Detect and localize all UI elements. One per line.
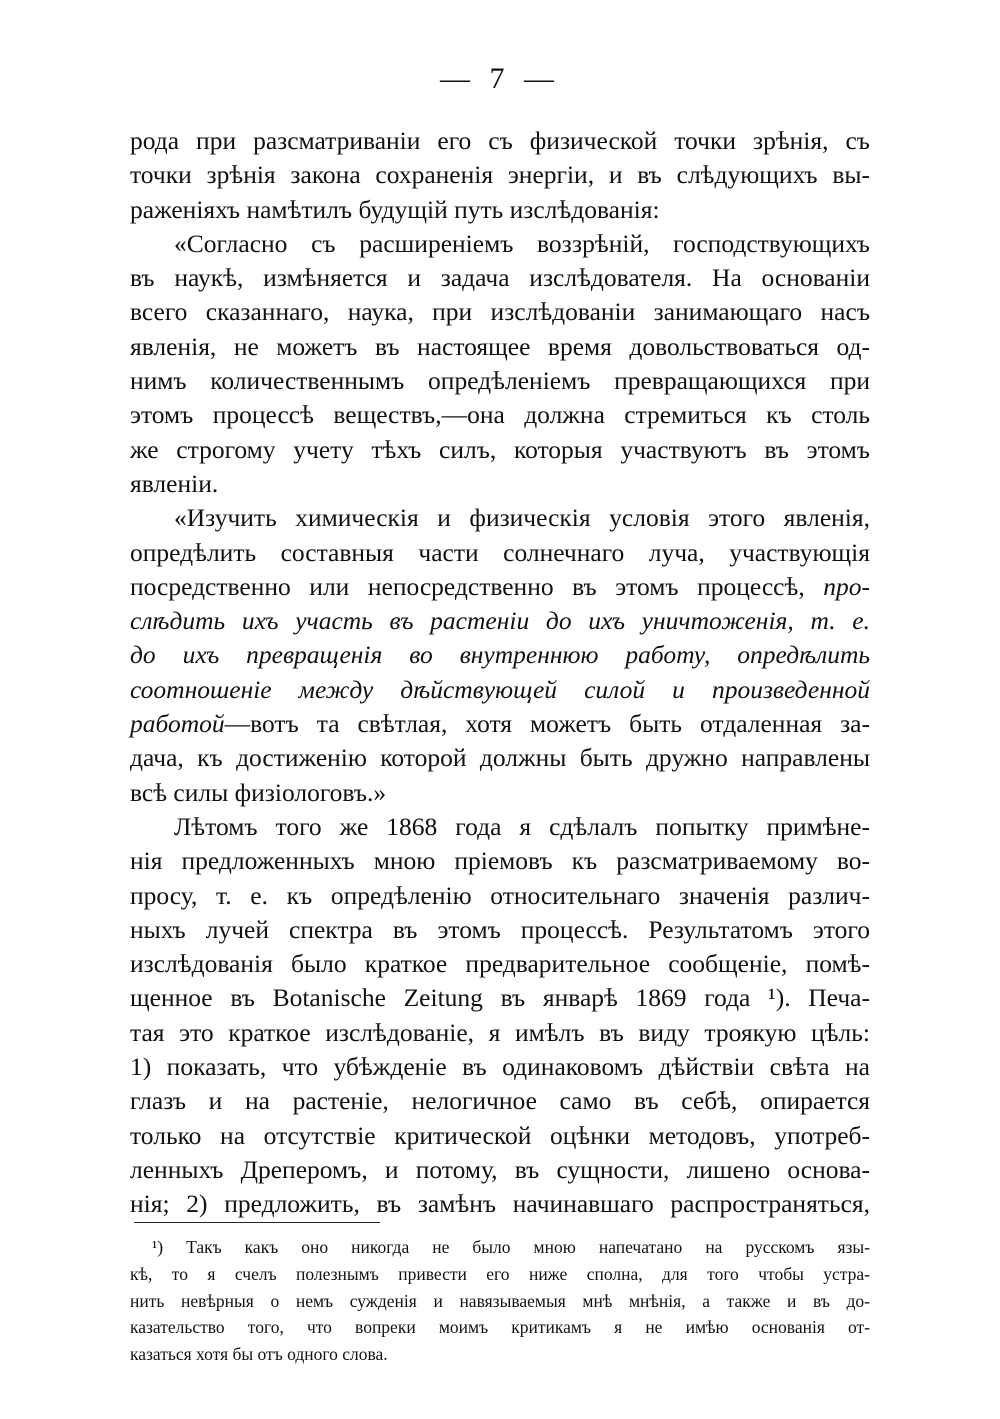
body-line <box>130 124 870 158</box>
line-text: точки зрѣнiя закона сохраненiя энергiи, и въ слѣдующихъ вы- <box>130 160 870 190</box>
line-text: всѣ силы физiологовъ.» <box>130 777 387 807</box>
body-text <box>130 124 870 1222</box>
footnote <box>130 1234 870 1368</box>
body-line <box>130 1016 870 1050</box>
body-line <box>130 1153 870 1187</box>
line-text: щенное въ Botanische Zeitung въ январѣ 1869 года ¹). Печа- <box>130 983 870 1013</box>
line-text: 1) показать, что убѣжденiе въ одинаковомъ дѣйствiи свѣта на <box>130 1052 870 1082</box>
body-line <box>130 261 870 295</box>
footnote-line <box>130 1288 870 1315</box>
line-text: въ наукѣ, измѣняется и задача изслѣдователя. На основанiи <box>130 263 870 293</box>
body-line <box>130 947 870 981</box>
body-line <box>130 879 870 913</box>
line-text: Лѣтомъ того же 1868 года я сдѣлалъ попытку примѣне- <box>174 811 870 841</box>
line-text: глазъ и на растенiе, нелогичное само въ себѣ, опирается <box>130 1086 870 1116</box>
line-text: опредѣлить составныя части солнечнаго луча, участвующiя <box>130 537 870 567</box>
body-line <box>130 501 870 535</box>
line-text: ¹) Такъ какъ оно никогда не было мною напечатано на русскомъ язы- <box>152 1237 870 1257</box>
body-line <box>130 741 870 775</box>
line-text: «Изучить химическiя и физическiя условiя этого явленiя, <box>174 503 870 533</box>
body-line <box>130 227 870 261</box>
body-line <box>130 810 870 844</box>
line-text: ныхъ лучей спектра въ этомъ процессѣ. Результатомъ этого <box>130 914 870 944</box>
footnote-line <box>130 1234 870 1261</box>
body-line <box>130 193 870 227</box>
body-line <box>130 1119 870 1153</box>
italic-text: соотношенiе между дѣйствующей силой и произведенной <box>130 674 870 704</box>
line-text: же строгому учету тѣхъ силъ, которыя участвуютъ въ этомъ <box>130 434 870 464</box>
body-line <box>130 981 870 1015</box>
body-line <box>130 398 870 432</box>
body-line <box>130 536 870 570</box>
body-line <box>130 604 870 638</box>
body-line <box>130 1187 870 1221</box>
footnote-line <box>130 1341 870 1368</box>
body-line <box>130 467 870 501</box>
line-text: тая это краткое изслѣдованiе, я имѣлъ въ виду троякую цѣль: <box>130 1017 870 1047</box>
line-text: просу, т. е. къ опредѣленiю относительнаго значенiя различ- <box>130 880 870 910</box>
line-text: явленiи. <box>130 468 219 498</box>
body-line <box>130 913 870 947</box>
line-text: нимъ количественнымъ опредѣленiемъ превращающихся при <box>130 366 870 396</box>
body-line <box>130 570 870 604</box>
line-text: казательство того, что вопреки моимъ критикамъ я не имѣю основанiя от- <box>130 1317 870 1338</box>
line-text: нiя; 2) предложить, въ замѣнъ начинавшаго распространяться, <box>130 1189 870 1219</box>
line-text: кѣ, то я счелъ полезнымъ привести его ниже сполна, для того чтобы устра- <box>130 1263 870 1284</box>
body-line <box>130 844 870 878</box>
line-text: казаться хотя бы отъ одного слова. <box>130 1344 388 1365</box>
body-line <box>130 330 870 364</box>
body-line <box>130 707 870 741</box>
body-line <box>130 1084 870 1118</box>
line-text: ленныхъ Дреперомъ, и потому, въ сущности, лишено основа- <box>130 1154 870 1184</box>
body-line <box>130 638 870 672</box>
body-line <box>130 158 870 192</box>
body-line <box>130 364 870 398</box>
line-text: этомъ процессѣ веществъ,—она должна стремиться къ столь <box>130 400 870 430</box>
page-number: — 7 — <box>440 62 560 95</box>
body-line <box>130 295 870 329</box>
line-text: изслѣдованiя было краткое предварительное сообщенiе, помѣ- <box>130 949 870 979</box>
line-text: нить невѣрныя о немъ сужденiя и навязываемыя мнѣ мнѣнiя, а также и въ до- <box>130 1290 870 1311</box>
body-line <box>130 776 870 810</box>
line-text: только на отсутствiе критической оцѣнки методовъ, употреб- <box>130 1120 870 1150</box>
italic-text: до ихъ превращенiя во внутреннюю работу, опредѣлить <box>130 640 870 670</box>
line-text: дача, къ достиженiю которой должны быть дружно направлены <box>130 743 870 773</box>
line-text: нiя предложенныхъ мною прiемовъ къ разсматриваемому во- <box>130 846 870 876</box>
italic-text: работой <box>130 709 225 739</box>
italic-text: про- <box>804 571 870 601</box>
line-text: раженiяхъ намѣтилъ будущiй путь изслѣдованiя: <box>130 194 660 224</box>
italic-text: слѣдить ихъ участь въ растенiи до ихъ уничтоженiя, т. е. <box>130 606 870 636</box>
line-text: посредственно или непосредственно въ этомъ процессѣ, <box>130 571 805 601</box>
line-text: «Согласно съ расширенiемъ воззрѣнiй, господствующихъ <box>174 228 870 258</box>
line-text: явленiя, не можетъ въ настоящее время довольствоваться од- <box>130 331 870 361</box>
footnote-divider <box>134 1222 380 1223</box>
line-text: рода при разсматриванiи его съ физической точки зрѣнiя, съ <box>130 126 870 155</box>
body-line <box>130 1050 870 1084</box>
line-text: всего сказаннаго, наука, при изслѣдованiи занимающаго насъ <box>130 297 870 327</box>
body-line <box>130 673 870 707</box>
body-line <box>130 433 870 467</box>
footnote-line <box>130 1261 870 1288</box>
footnote-line <box>130 1314 870 1341</box>
line-text: —вотъ та свѣтлая, хотя можетъ быть отдаленная за- <box>224 709 870 739</box>
